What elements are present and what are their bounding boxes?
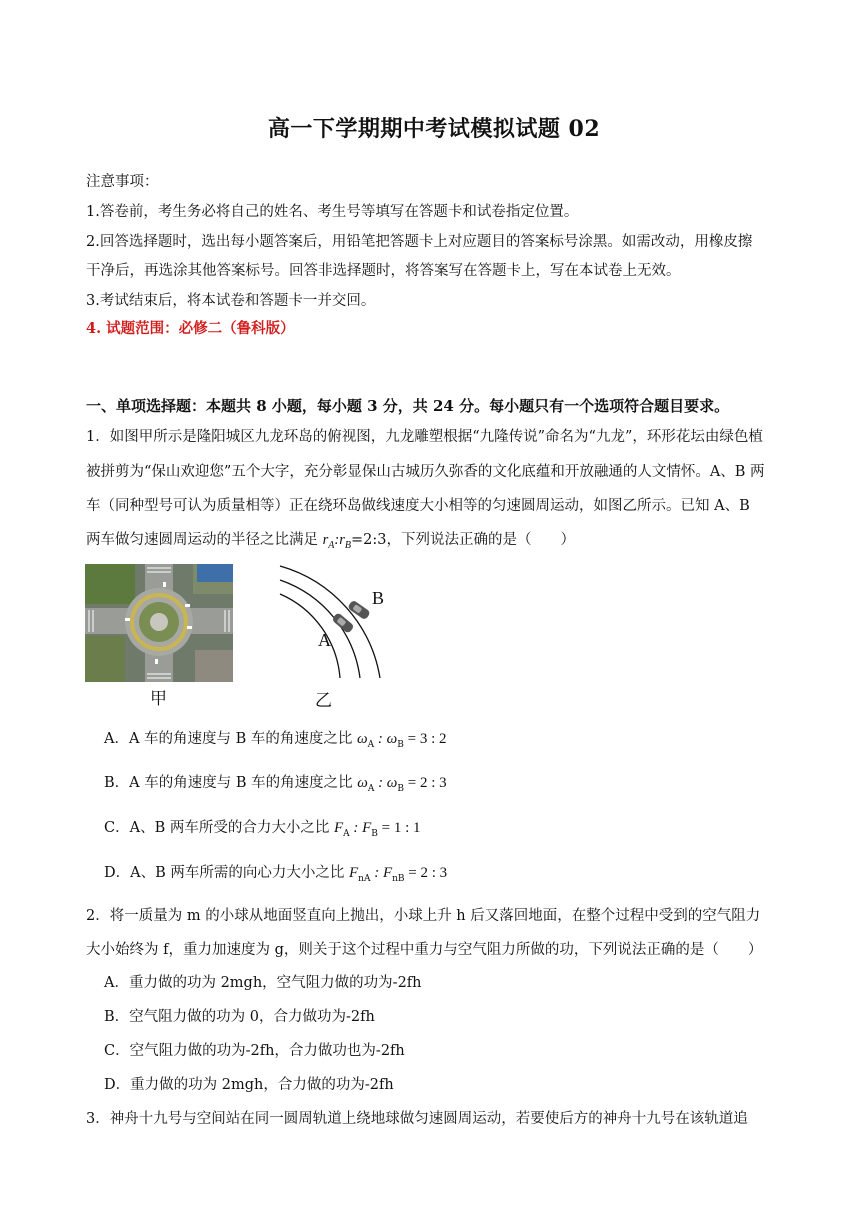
figure-jia-caption: 甲 (150, 689, 167, 709)
q1-option-b: B．A 车的角速度与 B 车的角速度之比 $\omega_A$ : $\omega_B = 2$ : 3 (104, 775, 447, 794)
figure-yi-caption: 乙 (315, 691, 332, 711)
q1-option-d: D．A、B 两车所需的向心力大小之比 $F_{nA}$ : $F_{nB} = 2$ : 3 (104, 865, 448, 884)
roundabout-photo (85, 564, 233, 682)
notice-scope: 4. 试题范围：必修二（鲁科版） (86, 320, 295, 337)
page-title: 高一下学期期中考试模拟试题 02 (267, 116, 601, 142)
q1-line-4-text: 两车做匀速圆周运动的半径之比满足 (86, 532, 323, 548)
ratio-sep: :r (334, 532, 345, 548)
car-b-icon (347, 600, 371, 621)
q2-option-d: D．重力做的功为 2mgh，合力做的功为-2fh (104, 1077, 394, 1093)
q2-option-a: A．重力做的功为 2mgh，空气阻力做的功为-2fh (104, 975, 422, 991)
section-heading: 一、单项选择题：本题共 8 小题，每小题 3 分，共 24 分。每小题只有一个选项符合题目要求。 (86, 397, 730, 415)
q2-line-2: 大小始终为 f，重力加速度为 g，则关于这个过程中重力与空气阻力所做的功，下列说法正确的是（ ） (86, 942, 763, 958)
q2-option-c: C．空气阻力做的功为-2fh，合力做功也为-2fh (104, 1043, 405, 1059)
ratio-sub-b: B (344, 539, 351, 551)
q1-line-4 (86, 530, 786, 556)
ratio-sub-a: A (328, 539, 335, 551)
ratio-value: =2:3，下列说法正确的是（ ） (350, 532, 575, 548)
notice-item-2: 2.回答选择题时，选出每小题答案后，用铅笔把答题卡上对应题目的答案标号涂黑。如需改动，用橡皮擦 (86, 234, 753, 250)
q2-option-b: B．空气阻力做的功为 0，合力做功为-2fh (104, 1009, 375, 1025)
notice-item-3: 3.考试结束后，将本试卷和答题卡一并交回。 (86, 293, 376, 309)
q1-option-c: C．A、B 两车所受的合力大小之比 $F_A$ : $F_B = 1$ : 1 (104, 820, 421, 839)
notice-heading: 注意事项： (86, 174, 159, 190)
q2-line-1: 2．将一质量为 m 的小球从地面竖直向上抛出，小球上升 h 后又落回地面，在整个过程中受到的空气阻力 (86, 908, 761, 924)
roundabout-diagram (250, 560, 410, 686)
label-a: A (318, 630, 331, 650)
q1-option-a: A．A 车的角速度与 B 车的角速度之比 $\omega_A$ : $\omega_B = 3$ : 2 (104, 731, 447, 750)
notice-item-2-cont: 干净后，再选涂其他答案标号。回答非选择题时，将答案写在答题卡上，写在本试卷上无效。 (86, 263, 681, 279)
q3-line-1: 3．神舟十九号与空间站在同一圆周轨道上绕地球做匀速圆周运动，若要使后方的神舟十九号在该轨道追 (86, 1111, 748, 1127)
label-b: B (372, 588, 385, 608)
ratio-r: r (322, 532, 329, 548)
q1-line-1: 1．如图甲所示是隆阳城区九龙环岛的俯视图，九龙雕塑根据“九隆传说”命名为“九龙”，环形花坛由绿色植 (86, 429, 763, 445)
q1-line-3: 车（同种型号可认为质量相等）正在绕环岛做线速度大小相等的匀速圆周运动，如图乙所示。已知 A、B (86, 498, 750, 514)
q1-line-2: 被拼剪为“保山欢迎您”五个大字，充分彰显保山古城历久弥香的文化底蕴和开放融通的人文情怀。A、B 两 (86, 464, 765, 480)
notice-item-1: 1.答卷前，考生务必将自己的姓名、考生号等填写在答题卡和试卷指定位置。 (86, 204, 579, 220)
